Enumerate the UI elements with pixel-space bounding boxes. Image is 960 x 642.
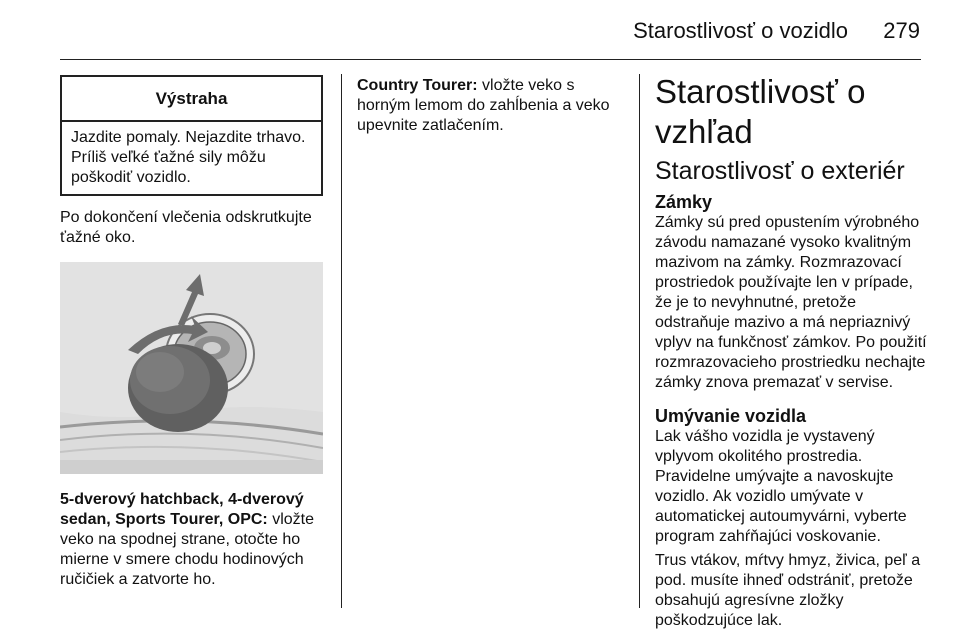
column-2 [357, 76, 625, 136]
figure-caption [60, 490, 323, 590]
washing-paragraph-2: Trus vtákov, mŕtvy hmyz, živica, peľ a pod. musíte ihneď odstrániť, pretože obsahujú agresívne zložky poškodzujúce lak. [655, 552, 921, 629]
washing-heading: Umývanie vozidla [655, 406, 807, 426]
subsection-heading: Starostlivosť o exteriér [655, 157, 905, 185]
header-title: Starostlivosť o vozidlo [633, 18, 848, 43]
warning-text: Jazdite pomaly. Nejazdite trhavo. Príliš veľké ťažné sily môžu poškodiť vozidlo. [71, 129, 306, 186]
towing-eye-paragraph: Po dokončení vlečenia odskrutkujte ťažné oko. [60, 209, 312, 246]
locks-heading: Zámky [655, 192, 713, 212]
column-divider-1 [341, 74, 342, 608]
column-divider-2 [639, 74, 640, 608]
country-tourer-label: Country Tourer: [357, 77, 478, 94]
country-tourer-paragraph [357, 76, 625, 136]
warning-title: Výstraha [62, 77, 321, 122]
caption-models: 5-dverový hatchback, 4-dverový sedan, Sports Tourer, OPC: [60, 491, 304, 528]
locks-paragraph: Zámky sú pred opustením výrobného závodu namazané vysoko kvalitným mazivom na zámky. Rozmrazovací prostriedok používajte len v prípade, že je to nevyhnutné, pretože odstraňuje mazivo a má nepriaznivý vplyv na funkčnosť zámkov. Po použití rozmrazovacieho prostriedku nechajte zámky znova premazať v servise. [655, 214, 927, 391]
tow-cover-illustration [60, 262, 323, 474]
header-divider [60, 59, 921, 60]
column-3 [655, 72, 930, 631]
page-number: 279 [883, 18, 920, 43]
warning-box [60, 75, 323, 196]
washing-paragraph-1: Lak vášho vozidla je vystavený vplyvom okolitého prostredia. Pravidelne umývajte a navoskujte vozidlo. Ak vozidlo umývate v automatickej autoumyvárni, vyberte program zahŕňajúci voskovanie. [655, 428, 907, 545]
column-1 [60, 75, 323, 590]
section-heading: Starostlivosť o vzhľad [655, 73, 866, 150]
caption-instructions: vložte veko na spodnej strane, otočte ho mierne v smere chodu hodinových ručičiek a zatvorte ho. [60, 511, 314, 588]
country-tourer-text: vložte veko s horným lemom do zahĺbenia a veko upevnite zatlačením. [357, 77, 610, 134]
